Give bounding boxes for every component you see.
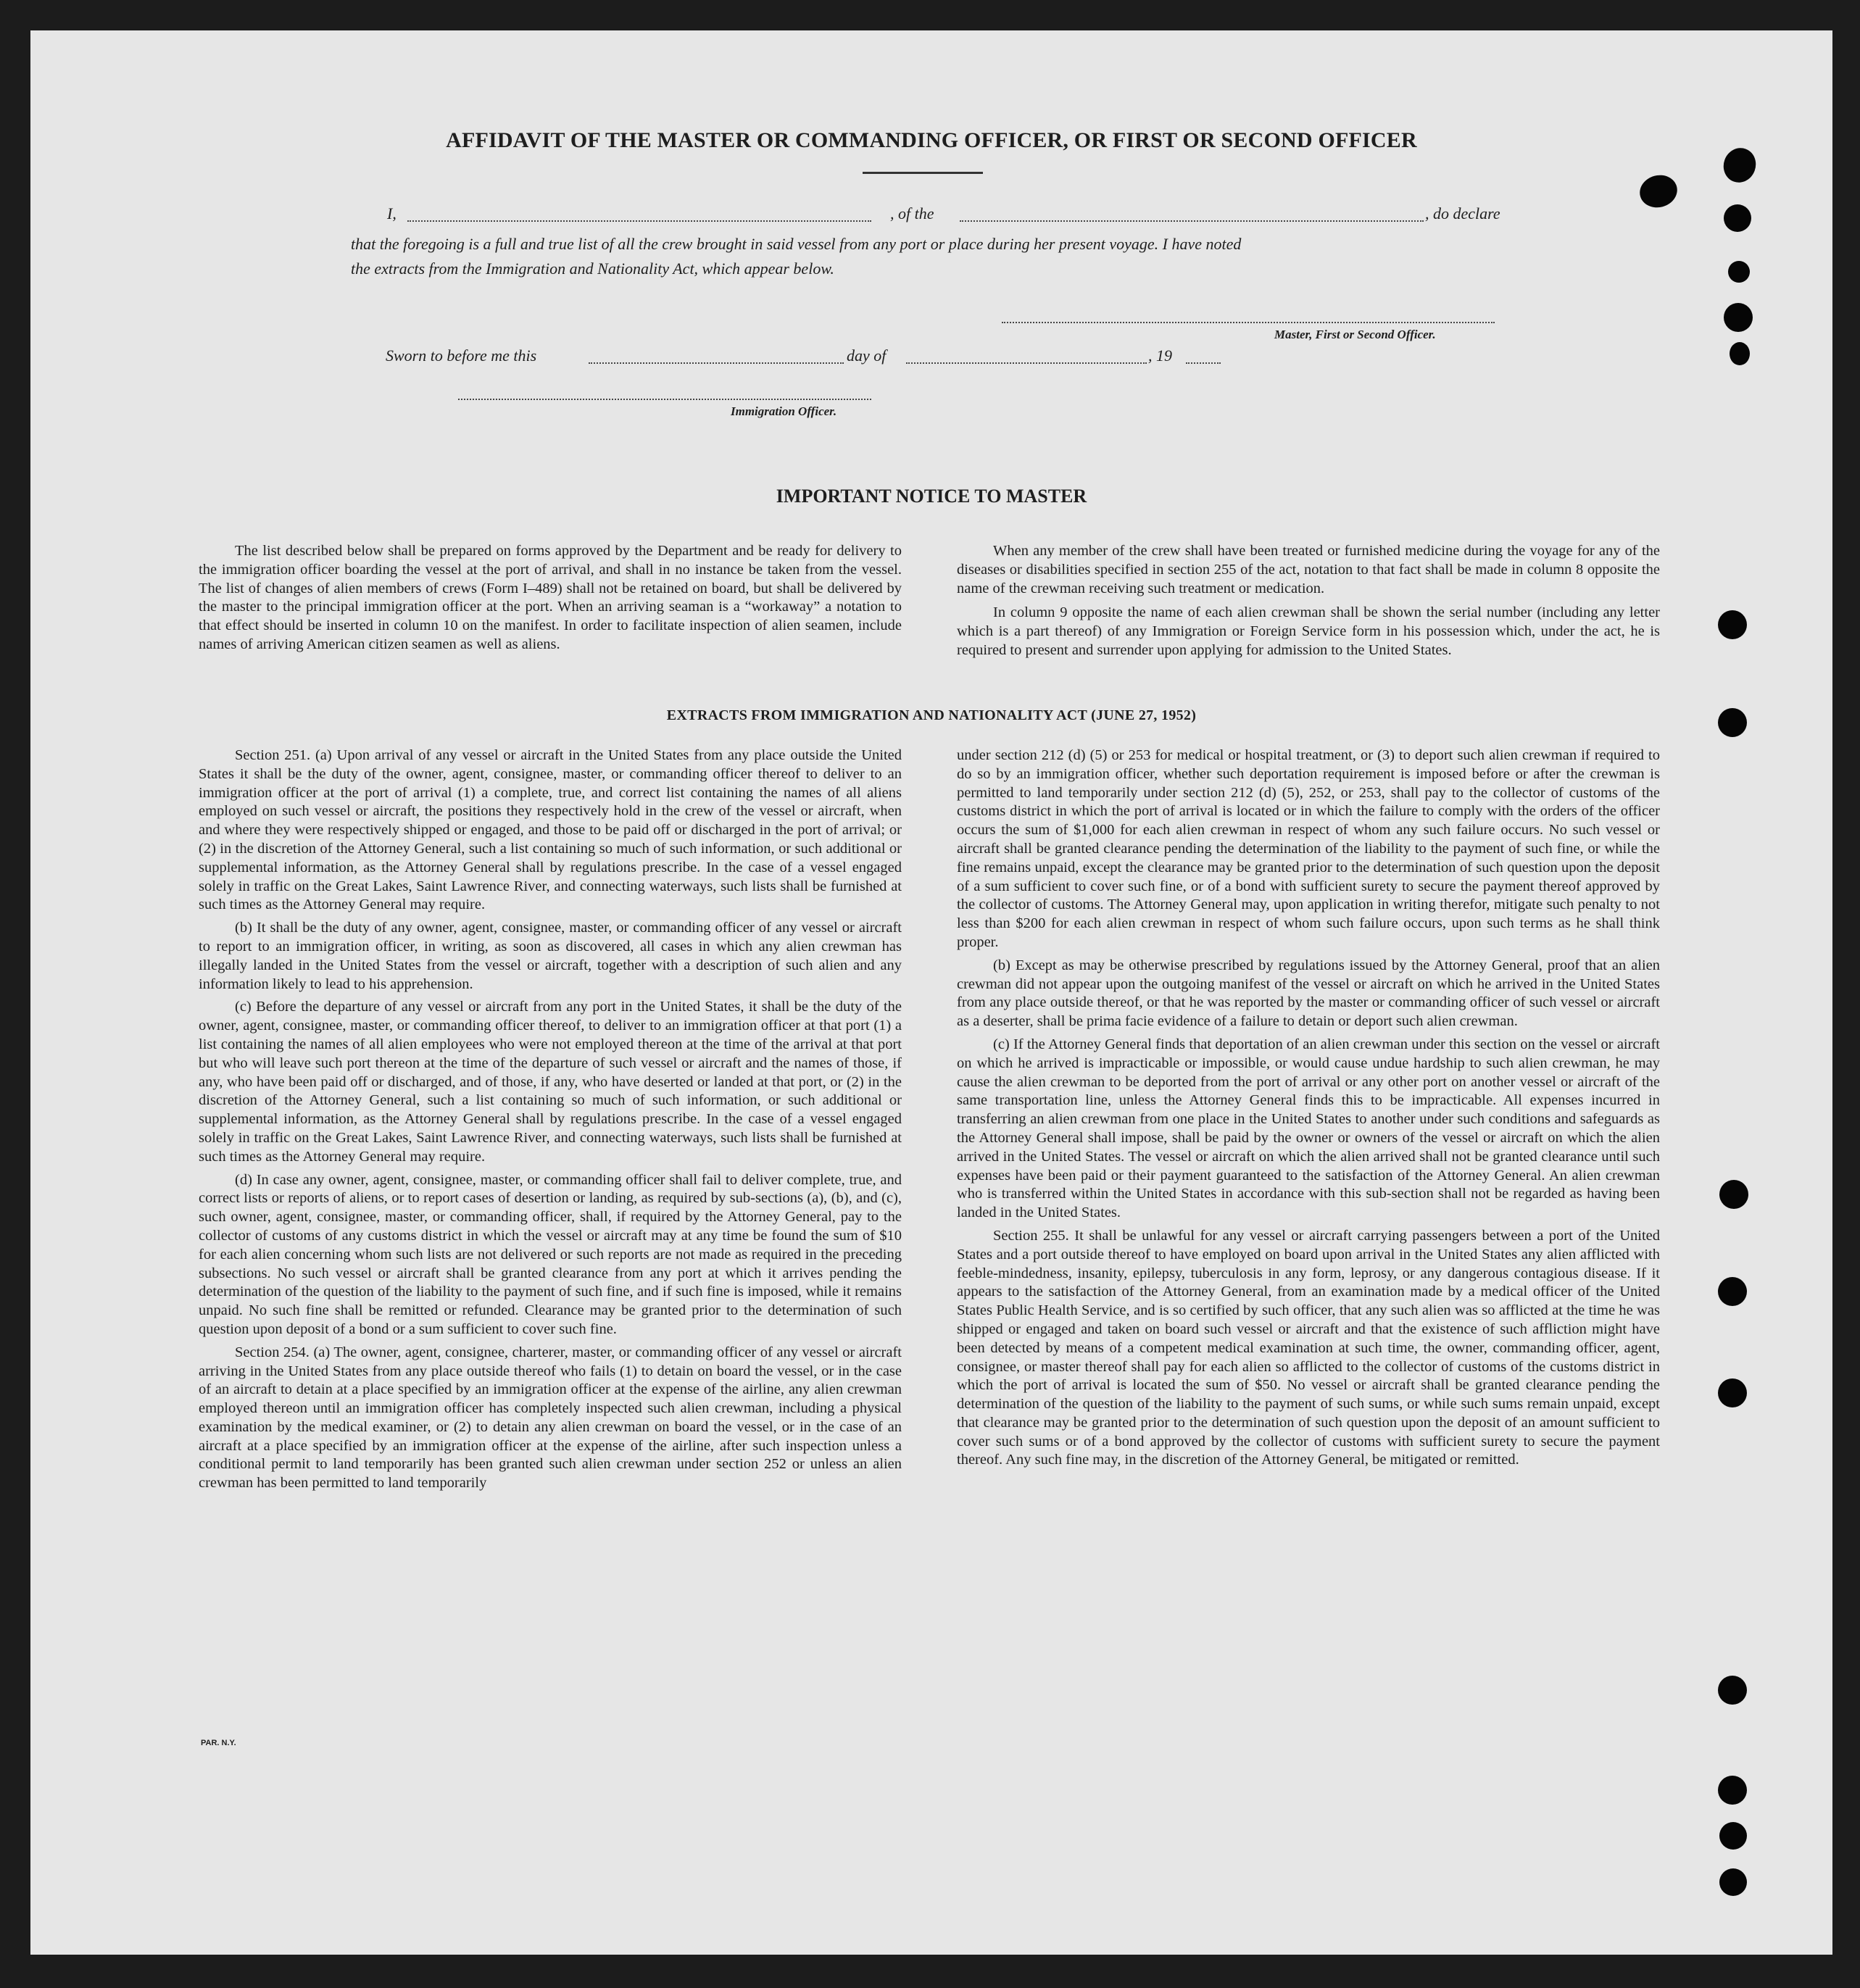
act-paragraph: under section 212 (d) (5) or 253 for medical or hospital treatment, or (3) to deport such alien crewman if required to do so by an immigration officer, whether such deportation requirement is imposed before or after the crewman is permitted to land temporarily under section 212 (d) (5), 252, or 253, shall pay to the collector of customs of the customs district in which the port of arrival is located or in which the failure to comply with the orders of the officer occurs the sum of $1,000 for each alien crewman in respect of whom any such failure occurs. No such vessel or aircraft shall be granted clearance pending the determination of the liability to the payment of such fine, or while the fine remains unpaid, except the clearance may be granted prior to the determination of such question upon the deposit of a sum sufficient to cover such fine, or of a bond with sufficient surety to secure the payment thereof approved by the collector of customs. The Attorney General may, upon application in writing therefor, mitigate such penalty to not less than $200 for each alien crewman in respect of whom such failure occurs, upon such terms as he shall think proper. <box>957 747 1660 950</box>
notice-paragraph: In column 9 opposite the name of each alien crewman shall be shown the serial number (including any letter which is a part thereof) of any Immigration or Foreign Service form in his possession which, under the act, he is required to present and surrender upon applying for admission to the United States. <box>957 604 1660 658</box>
sworn-day-field[interactable] <box>589 362 844 364</box>
notice-paragraph: The list described below shall be prepared on forms approved by the Department and be ready for delivery to the immigration officer boarding the vessel at the port of arrival, and shall in no instance be taken from the vessel. The list of changes of alien members of crews (Form I–489) shall not be retained on board, but shall be delivered by the master to the principal immigration officer at the port. When an arriving seaman is a “workaway” a notation to that effect should be inserted in column 10 on the manifest. In order to facilitate inspection of alien seamen, include names of arriving American citizen seamen as well as aliens. <box>199 543 902 652</box>
affidavit-title: AFFIDAVIT OF THE MASTER OR COMMANDING OFFICER, OR FIRST OR SECOND OFFICER <box>446 128 1417 152</box>
notice-paragraph: When any member of the crew shall have been treated or furnished medicine during the voyage for any of the diseases or disabilities specified in section 255 of the act, notation to that fact shall be made in column 8 opposite the name of the crewman receiving such treatment or medication. <box>957 543 1660 596</box>
act-paragraph: (d) In case any owner, agent, consignee, master, or commanding officer shall fail to deliver complete, true, and correct lists or reports of aliens, or to report cases of desertion or landing, as required by sub-sections (a), (b), and (c), such owner, agent, consignee, master, or commanding officer, shall, if required by the Attorney General, pay to the collector of customs of any customs district in which the vessel or aircraft may at any time be found the sum of $10 for each alien concerning whom such lists are not delivered or such reports are not made as required in the preceding subsections. No such vessel or aircraft shall be granted clearance from any port at which it arrives pending the determination of the question of the liability to the payment of such fine, and if such fine is imposed, while it remains unpaid. No such fine shall be remitted or refunded. Clearance may be granted prior to the determination of such question upon deposit of a bond or a sum sufficient to cover such fine. <box>199 1171 902 1337</box>
punch-hole <box>1718 1277 1747 1306</box>
act-paragraph: (b) Except as may be otherwise prescribed by regulations issued by the Attorney General, proof that an alien crewman did not appear upon the outgoing manifest of the vessel or aircraft on which he arrived in the United States from any place outside thereof, or that he was reported by the master or commanding officer of such vessel or aircraft as a deserter, shall be prima facie evidence of a failure to detain or deport such alien crewman. <box>957 957 1660 1030</box>
punch-hole <box>1724 303 1753 332</box>
master-signature-line[interactable] <box>1002 322 1495 323</box>
printer-mark: PAR. N.Y. <box>201 1739 236 1747</box>
act-paragraph: Section 255. It shall be unlawful for any vessel or aircraft carrying passengers between a port of the United States and a port outside thereof to have employed on board upon arrival in the United States any alien afflicted with feeble-mindedness, insanity, epilepsy, tuberculosis in any form, leprosy, or any dangerous contagious disease. If it appears to the satisfaction of the Attorney General, from an examination made by a medical officer of the United States Public Health Service, and is so certified by such officer, that any such alien was so afflicted at the time he was shipped or engaged and taken on board such vessel or aircraft and that the existence of such affliction might have been detected by means of a competent medical examination at such time, the owner, commanding officer, agent, consignee, or master thereof shall pay for each alien so afflicted to the collector of customs of the customs district in which the port of arrival is located the sum of $50. No vessel or aircraft shall be granted clearance pending the determination of the question of the liability to the payment of such sums, or while such sums remain unpaid, except that clearance may be granted prior to the determination of such question upon the deposit of an amount sufficient to cover such sums or of a bond approved by the collector of customs with sufficient surety to secure the payment thereof. Any such fine may, in the discretion of the Attorney General, be mitigated or remitted. <box>957 1227 1660 1468</box>
affidavit-i-label: I, <box>387 204 397 222</box>
sworn-label: Sworn to before me this <box>386 346 537 365</box>
punch-hole <box>1719 1868 1747 1896</box>
affidavit-do-declare: , do declare <box>1425 204 1500 222</box>
punch-hole <box>1728 261 1750 283</box>
punch-hole <box>1636 171 1681 212</box>
year-label: , 19 <box>1148 346 1172 365</box>
punch-hole <box>1719 1822 1747 1850</box>
act-paragraph: Section 251. (a) Upon arrival of any vessel or aircraft in the United States from any place outside the United States it shall be the duty of the owner, agent, consignee, master, or commanding officer thereof to deliver to an immigration officer at the port of arrival (1) a complete, true, and correct list containing the names of all aliens employed on such vessel or aircraft, the positions they respectively hold in the crew of the vessel or aircraft, when and where they were respectively shipped or engaged, and those to be paid off or discharged in the port of arrival; or (2) in the discretion of the Attorney General, such a list containing so much of such information, or such additional or supplemental information, as the Attorney General shall by regulations prescribe. In the case of a vessel engaged solely in traffic on the Great Lakes, Saint Lawrence River, and connecting waterways, such lists shall be furnished at such times as the Attorney General may require. <box>199 747 902 913</box>
extracts-right-column <box>957 746 1660 1474</box>
act-paragraph: Section 254. (a) The owner, agent, consignee, charterer, master, or commanding officer of any vessel or aircraft arriving in the United States from any place outside thereof who fails (1) to detain on board the vessel, or in the case of an aircraft to detain at a place specified by an immigration officer at the expense of the airline, any alien crewman employed thereon until an immigration officer has completely inspected such alien crewman, including a physical examination by the medical examiner, or (2) to detain any alien crewman on board the vessel, or in the case of an aircraft at a place specified by an immigration officer at the expense of the airline, after such inspection unless a conditional permit to land temporarily has been granted such alien crewman under section 252 or unless an alien crewman has been permitted to land temporarily <box>199 1344 902 1492</box>
affidavit-statement-line: that the foregoing is a full and true list of all the crew brought in said vessel from any port or place during her present voyage. I have noted <box>351 235 1242 253</box>
affidavit-of-the: , of the <box>890 204 934 222</box>
act-paragraph: (b) It shall be the duty of any owner, agent, consignee, master, or commanding officer of any vessel or aircraft to report to an immigration officer, in writing, as soon as discovered, all cases in which any alien crewman has illegally landed in the United States from the vessel or aircraft, together with a description of such alien and any information likely to lead to his apprehension. <box>199 920 902 992</box>
punch-hole <box>1730 342 1750 365</box>
extracts-title: EXTRACTS FROM IMMIGRATION AND NATIONALITY ACT (JUNE 27, 1952) <box>666 707 1197 723</box>
sworn-month-field[interactable] <box>906 362 1147 364</box>
punch-hole <box>1724 204 1751 232</box>
notice-right-column <box>957 542 1660 665</box>
extracts-left-column <box>199 746 902 1497</box>
master-name-field[interactable] <box>407 220 871 222</box>
notice-left-column <box>199 542 902 659</box>
notice-title: IMPORTANT NOTICE TO MASTER <box>776 486 1087 507</box>
punch-hole <box>1719 1180 1748 1209</box>
punch-hole <box>1718 1776 1747 1805</box>
immigration-officer-signature-line[interactable] <box>458 399 871 400</box>
form-page <box>30 30 1832 1955</box>
immigration-officer-label: Immigration Officer. <box>731 404 837 418</box>
vessel-name-field[interactable] <box>960 220 1424 222</box>
affidavit-statement-line: the extracts from the Immigration and Nationality Act, which appear below. <box>351 259 834 278</box>
sworn-year-field[interactable] <box>1186 362 1221 364</box>
punch-hole <box>1718 1378 1747 1407</box>
punch-hole <box>1718 610 1747 639</box>
punch-hole <box>1718 1676 1747 1705</box>
act-paragraph: (c) Before the departure of any vessel or aircraft from any port in the United States, it shall be the duty of the owner, agent, consignee, master, or commanding officer thereof, to deliver to an immigration officer at that port (1) a list containing the names of all alien employees who were not employed thereon at the time of the arrival at that port but who will leave such port thereon at the time of the departure of such vessel or aircraft and the names of those, if any, who have been paid off or discharged, and of those, if any, who have deserted or landed at that port, or (2) in the discretion of the Attorney General, such a list containing so much of such information, or such additional or supplemental information, as the Attorney General shall by regulations prescribe. In the case of a vessel engaged solely in traffic on the Great Lakes, Saint Lawrence River, and connecting waterways, such lists shall be furnished at such times as the Attorney General may require. <box>199 999 902 1165</box>
master-signature-label: Master, First or Second Officer. <box>1274 328 1436 341</box>
act-paragraph: (c) If the Attorney General finds that deportation of an alien crewman under this section on the vessel or aircraft on which he arrived is impracticable or impossible, or would cause undue hardship to such alien crewman, he may cause the alien crewman to be deported from the port of arrival or any other port on another vessel or aircraft of the same transportation line, unless the Attorney General finds this to be impracticable. All expenses incurred in transferring an alien crewman from one place in the United States to another under such conditions and safeguards as the Attorney General shall impose, shall be paid by the owner or owners of the vessel or aircraft on which the alien arrived in the United States. The vessel or aircraft on which the alien arrived shall not be granted clearance until such expenses have been paid or their payment guaranteed to the satisfaction of the Attorney General. An alien crewman who is transferred within the United States in accordance with this sub-section shall not be regarded as having been landed in the United States. <box>957 1036 1660 1221</box>
day-of-label: day of <box>847 346 887 365</box>
title-rule <box>863 172 983 174</box>
